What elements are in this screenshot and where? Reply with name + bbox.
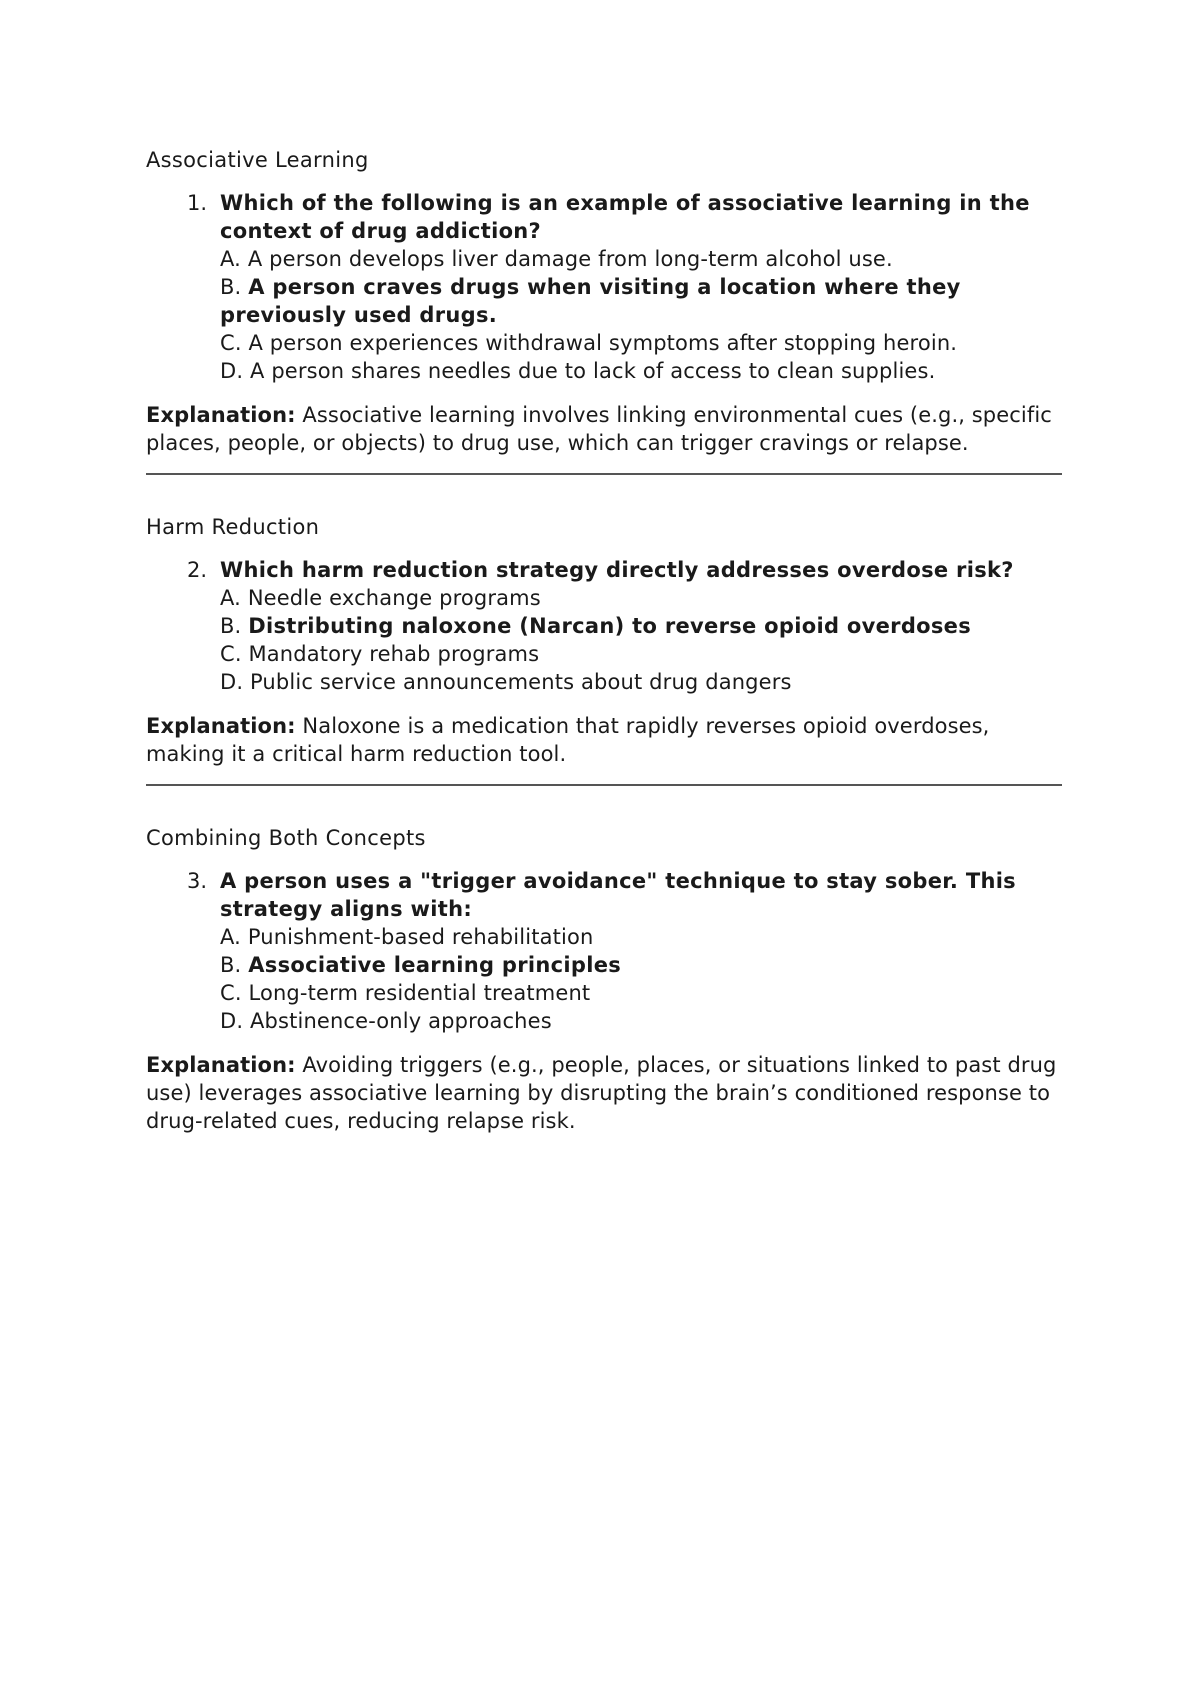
option-text: A person experiences withdrawal symptoms after stopping heroin. — [248, 331, 958, 355]
question-text: Which of the following is an example of associative learning in the context of drug addiction? — [220, 191, 1030, 243]
option-letter: A. — [220, 586, 241, 610]
option-a — [220, 923, 1062, 951]
option-letter: C. — [220, 981, 242, 1005]
option-letter: D. — [220, 1009, 244, 1033]
option-letter: C. — [220, 642, 242, 666]
section-harm-reduction — [146, 513, 1062, 786]
option-c — [220, 640, 1062, 668]
question-body — [220, 556, 1062, 696]
question-number: 1. — [186, 191, 207, 215]
option-b — [220, 612, 1062, 640]
section-divider — [146, 473, 1062, 475]
explanation-text: Associative learning involves linking environmental cues (e.g., specific places, people, or objects) to drug use, which can trigger cravings or relapse. — [146, 403, 1052, 455]
explanation-text: Avoiding triggers (e.g., people, places, or situations linked to past drug use) leverages associative learning by disrupting the brain’s conditioned response to drug-related cues, reducing relapse risk. — [146, 1053, 1057, 1133]
option-d — [220, 668, 1062, 696]
option-letter: D. — [220, 359, 244, 383]
option-letter: B. — [220, 614, 242, 638]
option-letter: C. — [220, 331, 242, 355]
option-text-correct: Distributing naloxone (Narcan) to reverse opioid overdoses — [248, 614, 972, 638]
explanation-label: Explanation: — [146, 403, 296, 427]
explanation — [146, 401, 1062, 457]
question-body — [220, 867, 1062, 1035]
option-text: Abstinence-only approaches — [249, 1009, 552, 1033]
option-text-correct: A person craves drugs when visiting a location where they previously used drugs. — [220, 275, 961, 327]
section-combining-both-concepts — [146, 824, 1062, 1135]
option-text: A person develops liver damage from long-term alcohol use. — [247, 247, 893, 271]
question-body — [220, 189, 1062, 385]
section-heading: Associative Learning — [146, 148, 369, 172]
question-item — [146, 867, 1062, 1035]
option-b — [220, 951, 1062, 979]
option-letter: A. — [220, 925, 241, 949]
option-b — [220, 273, 1062, 329]
option-a — [220, 245, 1062, 273]
option-text: Mandatory rehab programs — [248, 642, 540, 666]
explanation — [146, 712, 1062, 768]
explanation-text: Naloxone is a medication that rapidly reverses opioid overdoses, making it a critical harm reduction tool. — [146, 714, 990, 766]
option-text-correct: Associative learning principles — [248, 953, 622, 977]
option-d — [220, 357, 1062, 385]
option-c — [220, 329, 1062, 357]
question-text: Which harm reduction strategy directly addresses overdose risk? — [220, 558, 1014, 582]
explanation-label: Explanation: — [146, 1053, 296, 1077]
option-text: Long-term residential treatment — [248, 981, 591, 1005]
question-item — [146, 556, 1062, 696]
section-heading: Harm Reduction — [146, 515, 320, 539]
question-text: A person uses a "trigger avoidance" technique to stay sober. This strategy aligns with: — [220, 869, 1016, 921]
question-number: 2. — [186, 558, 207, 582]
option-text: Public service announcements about drug dangers — [249, 670, 792, 694]
option-text: A person shares needles due to lack of access to clean supplies. — [249, 359, 936, 383]
question-number: 3. — [186, 869, 207, 893]
explanation-label: Explanation: — [146, 714, 296, 738]
explanation — [146, 1051, 1062, 1135]
option-letter: B. — [220, 953, 242, 977]
option-c — [220, 979, 1062, 1007]
section-heading: Combining Both Concepts — [146, 826, 426, 850]
section-divider — [146, 784, 1062, 786]
option-text: Needle exchange programs — [247, 586, 541, 610]
option-letter: B. — [220, 275, 242, 299]
document-body — [146, 146, 1062, 1135]
option-letter: A. — [220, 247, 241, 271]
section-associative-learning — [146, 146, 1062, 475]
option-text: Punishment-based rehabilitation — [247, 925, 594, 949]
option-letter: D. — [220, 670, 244, 694]
option-a — [220, 584, 1062, 612]
question-item — [146, 189, 1062, 385]
option-d — [220, 1007, 1062, 1035]
